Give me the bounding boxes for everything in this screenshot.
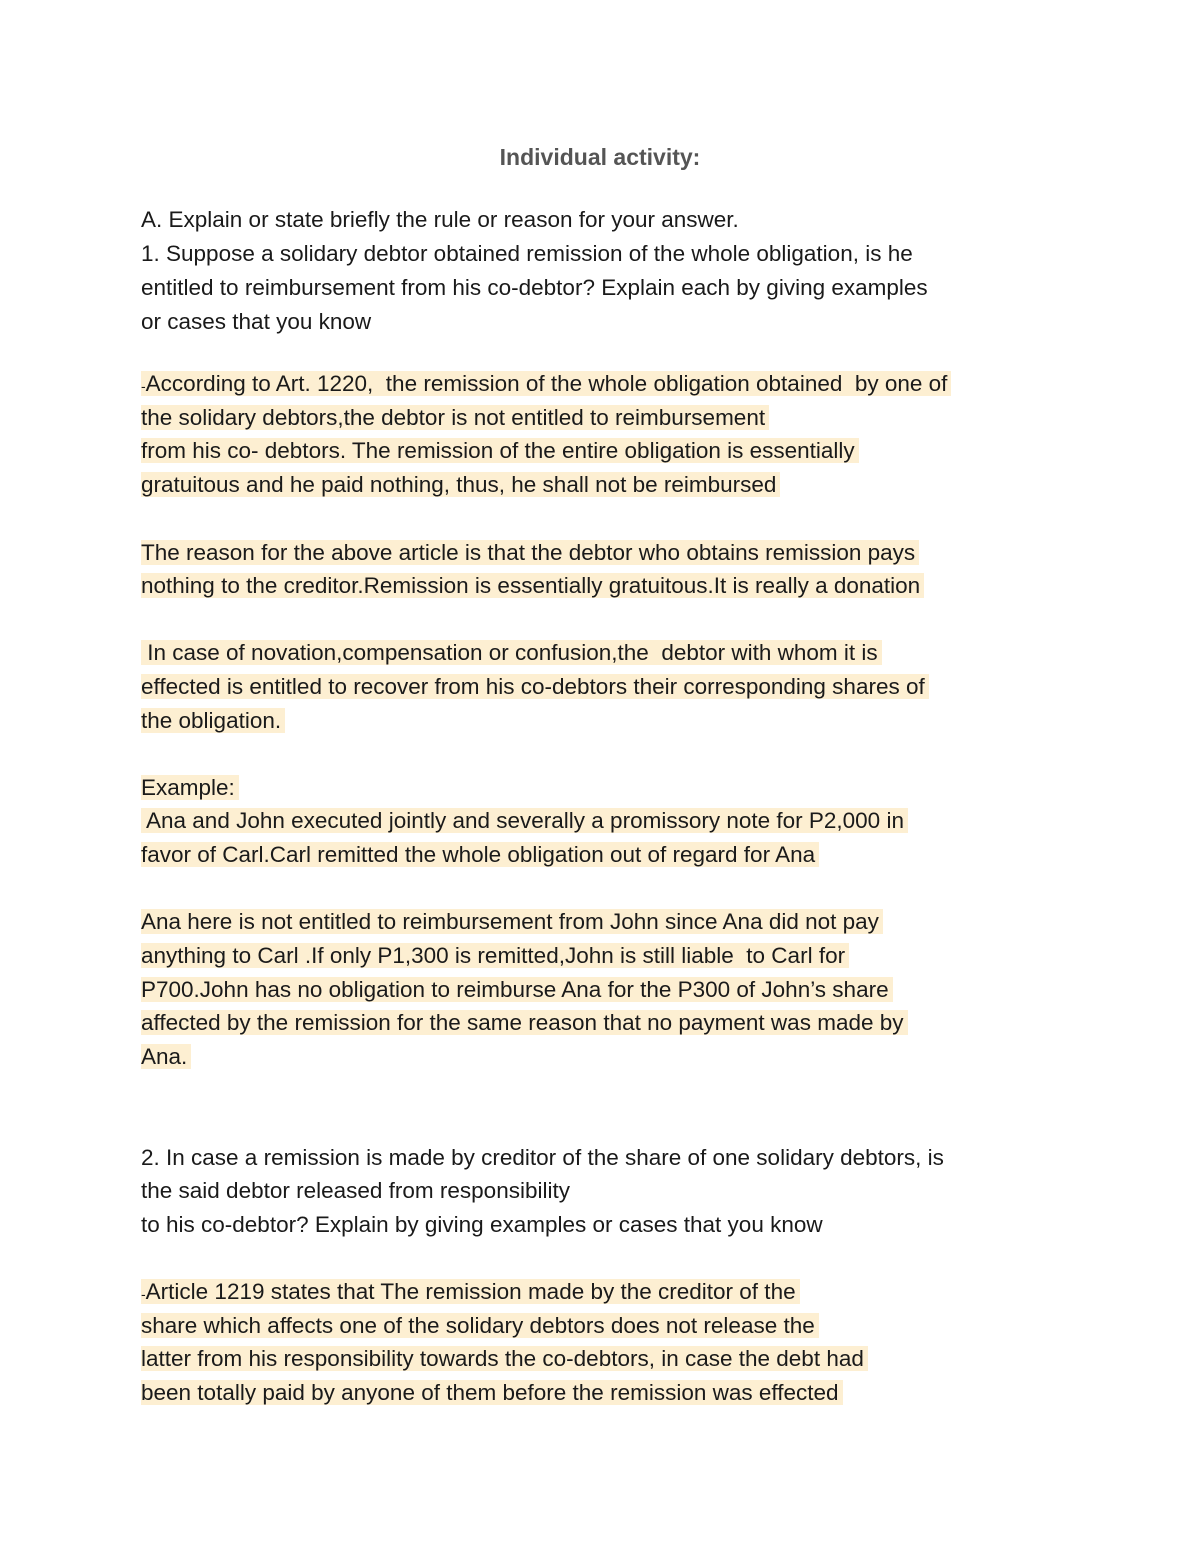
answer-2-line: been totally paid by anyone of them before the remission was effected <box>141 1376 843 1409</box>
answer-1-line: from his co- debtors. The remission of the entire obligation is essentially <box>141 434 859 467</box>
novation-line: In case of novation,compensation or confusion,the debtor with whom it is <box>141 636 882 669</box>
example-line: favor of Carl.Carl remitted the whole obligation out of regard for Ana <box>141 838 819 871</box>
answer-2-line: latter from his responsibility towards the co-debtors, in case the debt had <box>141 1342 868 1375</box>
answer-1-line: gratuitous and he paid nothing, thus, he shall not be reimbursed <box>141 468 780 501</box>
answer-2-first-line: Article 1219 states that The remission made by the creditor of the <box>145 1279 796 1304</box>
answer-1-first-line: According to Art. 1220, the remission of the whole obligation obtained by one of <box>145 371 948 396</box>
novation-line: effected is entitled to recover from his co-debtors their corresponding shares of <box>141 670 929 703</box>
answer-2-line: share which affects one of the solidary debtors does not release the <box>141 1309 819 1342</box>
example-label: Example: <box>141 771 239 804</box>
answer-2-line <box>141 1275 800 1308</box>
example-line: Ana and John executed jointly and severally a promissory note for P2,000 in <box>141 804 908 837</box>
answer-1-dash: - <box>141 378 146 394</box>
question-1-line: or cases that you know <box>141 309 372 334</box>
question-2-line: 2. In case a remission is made by creditor of the share of one solidary debtors, is <box>141 1145 944 1170</box>
reason-line: The reason for the above article is that the debtor who obtains remission pays <box>141 536 919 569</box>
reason-line: nothing to the creditor.Remission is essentially gratuitous.It is really a donation <box>141 569 924 602</box>
example-explanation-line: Ana. <box>141 1040 191 1073</box>
page-title: Individual activity: <box>499 144 701 170</box>
example-explanation-line: P700.John has no obligation to reimburse Ana for the P300 of John’s share <box>141 973 893 1006</box>
question-1-line: 1. Suppose a solidary debtor obtained remission of the whole obligation, is he <box>141 241 913 266</box>
instruction-text: A. Explain or state briefly the rule or reason for your answer. <box>141 207 739 232</box>
answer-1-line: the solidary debtors,the debtor is not entitled to reimbursement <box>141 401 769 434</box>
answer-1-line <box>141 367 951 400</box>
example-explanation-line: Ana here is not entitled to reimbursement from John since Ana did not pay <box>141 905 883 938</box>
question-2-line: to his co-debtor? Explain by giving examples or cases that you know <box>141 1212 823 1237</box>
answer-2-dash: - <box>141 1286 146 1302</box>
example-explanation-line: affected by the remission for the same reason that no payment was made by <box>141 1006 908 1039</box>
question-2-line: the said debtor released from responsibility <box>141 1178 570 1203</box>
novation-line: the obligation. <box>141 704 285 737</box>
question-1-line: entitled to reimbursement from his co-debtor? Explain each by giving examples <box>141 275 928 300</box>
example-explanation-line: anything to Carl .If only P1,300 is remitted,John is still liable to Carl for <box>141 939 849 972</box>
